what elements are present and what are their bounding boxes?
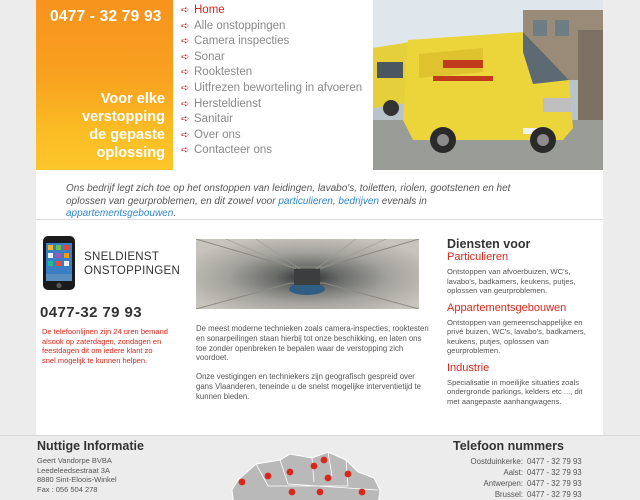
content-area [36,220,603,435]
phone-number[interactable]: 0477 - 32 79 93 [527,479,582,488]
services-title: Diensten voor [447,237,531,251]
footer-info-title: Nuttige Informatie [37,439,144,453]
slogan-line: oplossing [96,145,165,161]
intro-band [36,170,603,220]
service-title-appartementsgebouwen[interactable]: Appartementsgebouwen [447,301,567,314]
arrow-right-icon: ➪ [181,82,190,94]
service-title-industrie[interactable]: Industrie [447,361,490,374]
belgium-map [228,446,388,500]
link-appartementsgebouwen[interactable]: appartementsgebouwen [66,208,174,219]
nav-item-hersteldienst[interactable]: ➪ Hersteldienst [181,97,373,113]
footer-address: Geert Vandorpe BVBA Leedeleedsestraat 3A 8880 Sint-Eloois-Winkel Fax : 056 504 278 [37,456,117,494]
phone-row: Oostduinkerke: 0477 - 32 79 93 [470,457,582,466]
main-nav [173,0,373,170]
phone-list [440,456,600,500]
arrow-right-icon: ➪ [181,20,190,32]
nav-item-uitfrezen[interactable]: ➪ Uitfrezen beworteling in afvoeren [181,81,373,97]
nav-item-sanitair[interactable]: ➪ Sanitair [181,112,373,128]
service-text-appartementsgebouwen: Ontstoppen van gemeenschappelijke en privé buizen, WC's, lavabo's, badkamers, keukens, putjes, oplossen van geurproblemen. [447,317,586,355]
arrow-right-icon: ➪ [181,98,190,110]
nav-item-home[interactable]: ➪ Home [181,3,373,19]
nav-item-sonar[interactable]: ➪ Sonar [181,50,373,66]
service-title-particulieren[interactable]: Particulieren [447,251,509,263]
footer [0,435,640,500]
phone-row: Aalst: 0477 - 32 79 93 [503,468,582,477]
slogan-line: verstopping [82,109,165,125]
arrow-right-icon: ➪ [181,67,190,79]
arrow-right-icon: ➪ [181,145,190,157]
services-panel [447,237,597,412]
link-particulieren[interactable]: particulieren [278,195,333,207]
footer-tel-title: Telefoon nummers [453,439,564,453]
header-orange-panel [36,0,173,170]
arrow-right-icon: ➪ [181,114,190,126]
arrow-right-icon: ➪ [181,129,190,141]
link-bedrijven[interactable]: bedrijven [338,195,379,207]
sewer-camera-image [196,239,419,309]
nav-item-rooktesten[interactable]: ➪ Rooktesten [181,65,373,81]
header-van-photo [373,0,603,170]
nav-item-alle-onstoppingen[interactable]: ➪ Alle onstoppingen [181,19,373,35]
phone-row: Antwerpen: 0477 - 32 79 93 [483,479,582,488]
service-text-industrie: Specialisatie in moeilijke situaties zoals ondergronde parkings, kelders etc ..., dit met aangepaste aanhangwagens. [447,377,583,406]
phone-number[interactable]: 0477 - 32 79 93 [527,457,582,466]
header-slogan [82,90,165,162]
header-phone: 0477 - 32 79 93 [50,8,162,25]
nav-item-contacteer-ons[interactable]: ➪ Contacteer ons [181,143,373,159]
phone-number[interactable]: 0477 - 32 79 93 [527,468,582,477]
arrow-right-icon: ➪ [181,5,190,16]
phone-row: Brussel: 0477 - 32 79 93 [494,490,582,499]
smartphone-icon [42,235,76,291]
arrow-right-icon: ➪ [181,36,190,48]
intro-text: Ons bedrijf legt zich toe op het onstoppen van leidingen, lavabo's, toiletten, riolen, gootstenen en het oplossen van geurproblemen, en dit zowel voor particulieren, bedrijven evenals in appartementsgebouwen. [66,183,511,219]
sneldienst-phone: 0477-32 79 93 [40,304,142,321]
nav-item-camera-inspecties[interactable]: ➪ Camera inspecties [181,34,373,50]
slogan-line: de gepaste [89,127,165,143]
sneldienst-heading: SNELDIENST ONSTOPPINGEN [84,251,181,277]
service-text-particulieren: Ontstoppen van afvoerbuizen, WC's, lavabo's, badkamers, keukens, putjes, oplossen van geurproblemen. [447,267,576,295]
arrow-right-icon: ➪ [181,51,190,63]
slogan-line: Voor elke [100,91,165,107]
intro-techniques-text: De meest moderne technieken zoals camera-inspecties, rooktesten en sonarpeilingen staan hierbij tot onze beschikking, en laten ons toe zonder openbreken te bepalen waar de verstopping zich voordoet. Onze vestigingen en techniekers zijn geografisch gespreid over gans Vlaanderen, teneinde u de snelst mogelijke interventietijd te kunnen bieden. [196,324,429,401]
availability-note: De telefoonlijnen zijn 24 uren bemand alsook op zaterdagen, zondagen en feestdagen dit om iedere klant zo snel mogelijk te kunnen helpen. [42,327,168,365]
nav-item-over-ons[interactable]: ➪ Over ons [181,128,373,144]
phone-number[interactable]: 0477 - 32 79 93 [527,490,582,499]
